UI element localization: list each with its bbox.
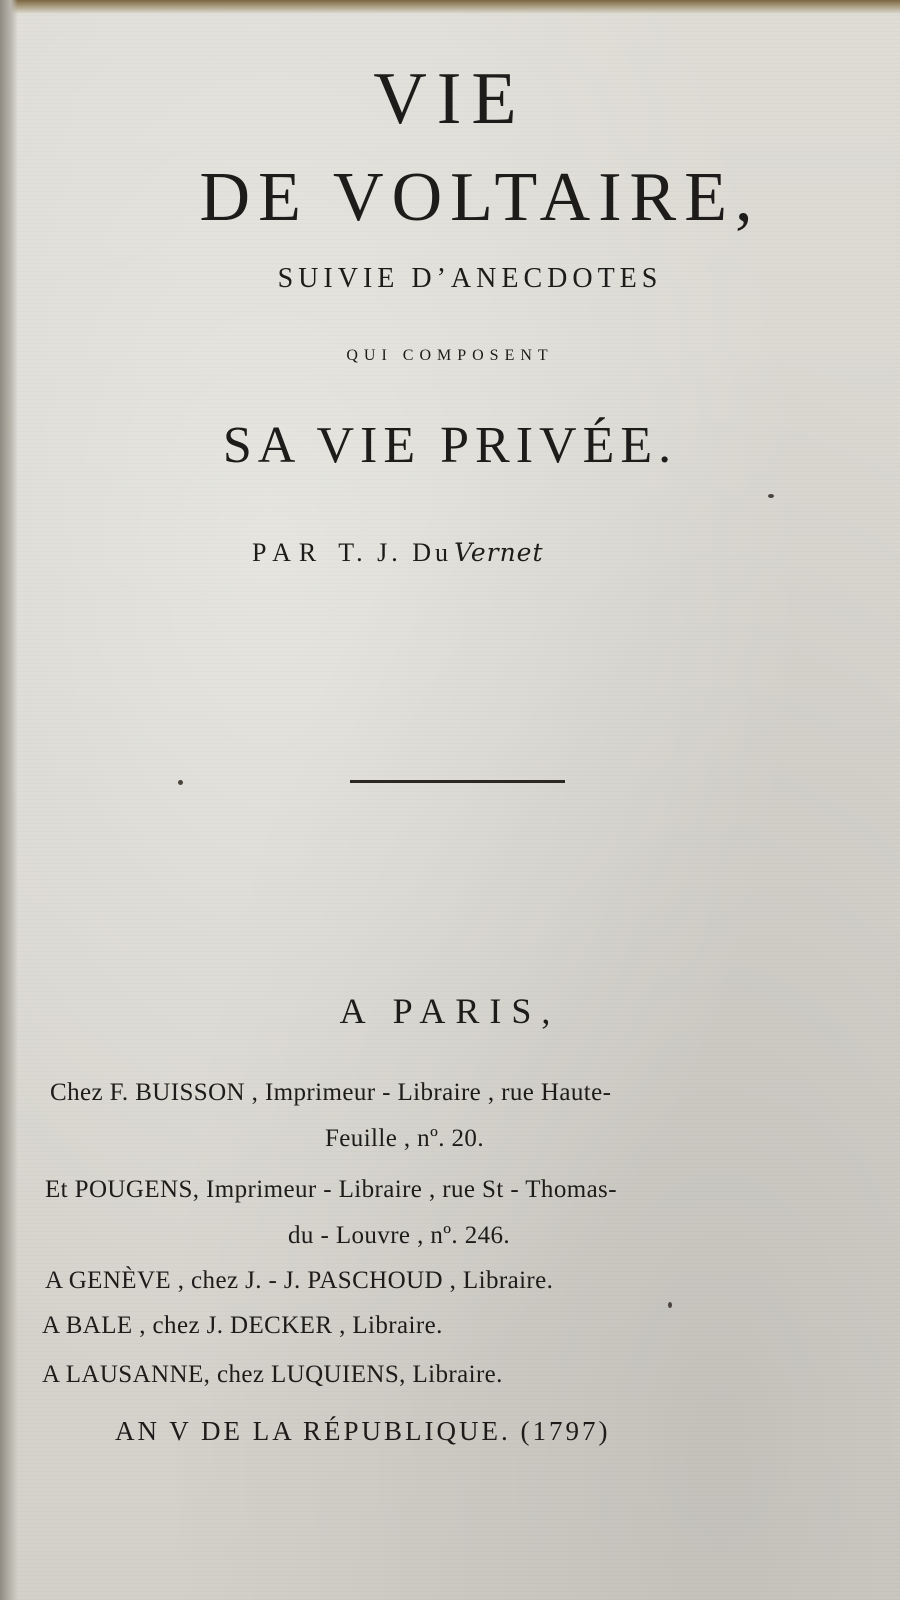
divider-rule — [350, 780, 565, 783]
imprint-line: du - Louvre , nº. 246. — [288, 1222, 511, 1249]
imprint-city: A PARIS, — [339, 991, 561, 1031]
imprint-line: Chez F. BUISSON , Imprimeur - Libraire , rue Haute- — [50, 1079, 612, 1106]
imprint-line: Et POUGENS, Imprimeur - Libraire , rue St - Thomas- — [45, 1176, 617, 1203]
imprint-date: AN V DE LA RÉPUBLIQUE. (1797) — [115, 1416, 611, 1446]
author-label: PAR — [252, 538, 325, 567]
subtitle-line-3: SA VIE PRIVÉE. — [222, 417, 678, 474]
author-line — [252, 540, 544, 566]
book-edge-left — [0, 0, 18, 1600]
subtitle-line-2: QUI COMPOSENT — [346, 347, 554, 364]
author-handwritten-name: Vernet — [454, 538, 544, 567]
subtitle-line-1: SUIVIE D’ANECDOTES — [277, 263, 663, 294]
paper-speck — [178, 780, 183, 785]
title-line-1: VIE — [373, 58, 527, 140]
imprint-line: A LAUSANNE, chez LUQUIENS, Libraire. — [42, 1361, 503, 1388]
imprint-line: A BALE , chez J. DECKER , Libraire. — [42, 1312, 443, 1339]
paper-speck — [668, 1302, 672, 1308]
author-name: T. J. Du — [338, 538, 453, 567]
paper-speck — [768, 494, 774, 498]
imprint-line: A GENÈVE , chez J. - J. PASCHOUD , Libraire. — [45, 1267, 554, 1294]
title-line-2: DE VOLTAIRE, — [199, 159, 761, 236]
book-edge-top — [0, 0, 900, 14]
imprint-line: Feuille , nº. 20. — [325, 1125, 484, 1152]
